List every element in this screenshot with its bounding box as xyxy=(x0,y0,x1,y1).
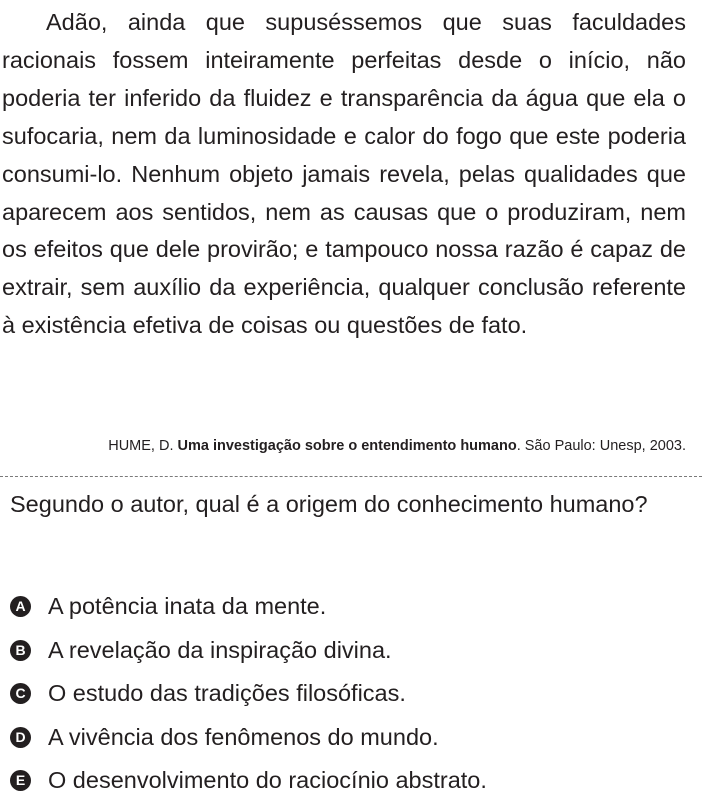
option-e-text: O desenvolvimento do raciocínio abstrato. xyxy=(48,767,487,794)
passage-text: Adão, ainda que supuséssemos que suas faculdades racionais fossem inteiramente perfeitas desde o início, não poderia ter inferido da fluidez e transparência da água que ela o sufocaria, nem da luminosidade e calor do fogo que este poderia consumi-lo. Nenhum objeto jamais revela, pelas qualidades que aparecem aos sentidos, nem as causas que o produziram, nem os efeitos que dele provirão; e tampouco nossa razão é capaz de extrair, sem auxílio da experiência, qualquer conclusão referente à existência efetiva de coisas ou questões de fato. xyxy=(2,9,686,339)
option-d-text: A vivência dos fenômenos do mundo. xyxy=(48,723,439,750)
option-c-letter-icon: C xyxy=(10,683,31,704)
option-a-text: A potência inata da mente. xyxy=(48,593,327,620)
option-a[interactable] xyxy=(10,585,700,629)
option-a-letter-icon: A xyxy=(10,596,31,617)
dashed-divider xyxy=(0,476,702,477)
citation-work-title: Uma investigação sobre o entendimento humano xyxy=(177,438,517,454)
option-b[interactable] xyxy=(10,629,700,673)
option-b-text: A revelação da inspiração divina. xyxy=(48,636,392,663)
citation-author: HUME, D. xyxy=(108,438,178,454)
option-c[interactable] xyxy=(10,672,700,716)
option-d[interactable] xyxy=(10,716,700,760)
question-text: Segundo o autor, qual é a origem do conhecimento humano? xyxy=(10,491,648,517)
option-e-letter-icon: E xyxy=(10,770,31,791)
option-b-letter-icon: B xyxy=(10,640,31,661)
citation xyxy=(20,437,686,455)
option-d-letter-icon: D xyxy=(10,727,31,748)
option-c-text: O estudo das tradições filosóficas. xyxy=(48,680,406,707)
option-e[interactable] xyxy=(10,759,700,803)
citation-publisher: . São Paulo: Unesp, 2003. xyxy=(516,438,686,454)
answer-options xyxy=(10,585,700,803)
